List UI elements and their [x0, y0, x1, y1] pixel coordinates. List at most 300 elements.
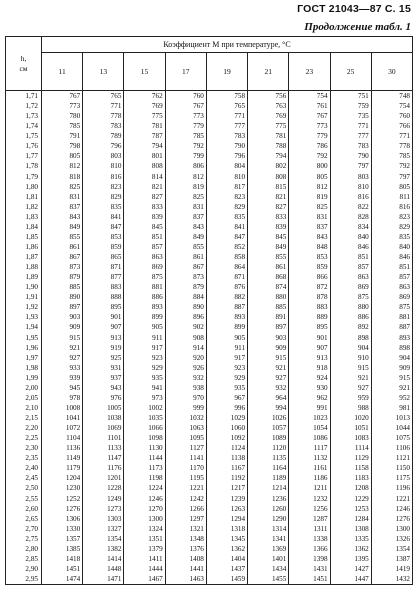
coefficient-cell: 873: [42, 262, 83, 272]
coefficient-cell: 932: [248, 383, 289, 393]
coefficient-cell: 828: [330, 212, 371, 222]
coefficient-cell: 777: [330, 131, 371, 141]
coefficient-cell: 812: [289, 182, 330, 192]
coefficient-cell: 773: [165, 111, 206, 121]
coefficient-cell: 1276: [42, 504, 83, 514]
coefficient-cell: 771: [330, 121, 371, 131]
coefficient-cell: 810: [330, 182, 371, 192]
coefficient-cell: 756: [248, 91, 289, 102]
coefficient-cell: 825: [289, 202, 330, 212]
table-row: [6, 363, 413, 373]
coefficient-cell: 1287: [289, 514, 330, 524]
table-row: [6, 433, 413, 443]
coefficient-cell: 1189: [248, 473, 289, 483]
coefficient-cell: 851: [371, 262, 412, 272]
coefficient-cell: 915: [42, 333, 83, 343]
coefficient-cell: 915: [330, 363, 371, 373]
coefficient-cell: 1398: [289, 554, 330, 564]
coefficient-cell: 1149: [42, 453, 83, 463]
h-value-cell: 1,79: [6, 172, 42, 182]
coefficient-cell: 880: [330, 302, 371, 312]
temperature-column-header: 21: [248, 53, 289, 91]
coefficient-cell: 792: [165, 141, 206, 151]
coefficient-cell: 857: [124, 242, 165, 252]
coefficient-cell: 869: [371, 292, 412, 302]
table-row: [6, 172, 413, 182]
coefficient-cell: 812: [42, 161, 83, 171]
coefficient-cell: 1382: [83, 544, 124, 554]
coefficient-cell: 1132: [289, 453, 330, 463]
coefficient-cell: 888: [83, 292, 124, 302]
coefficient-cell: 921: [371, 383, 412, 393]
coefficient-cell: 872: [289, 282, 330, 292]
coefficient-cell: 1164: [248, 463, 289, 473]
coefficient-cell: 1408: [165, 554, 206, 564]
coefficient-cell: 773: [289, 121, 330, 131]
coefficient-cell: 1104: [42, 433, 83, 443]
coefficient-cell: 803: [330, 172, 371, 182]
coefficient-cell: 790: [330, 151, 371, 161]
coefficient-cell: 962: [289, 393, 330, 403]
coefficient-cell: 920: [165, 353, 206, 363]
coefficient-cell: 941: [124, 383, 165, 393]
coefficient-cell: 889: [289, 312, 330, 322]
coefficient-cell: 845: [124, 222, 165, 232]
coefficient-cell: 904: [330, 343, 371, 353]
coefficient-cell: 806: [165, 161, 206, 171]
coefficient-cell: 1448: [83, 564, 124, 574]
coefficient-cell: 800: [289, 161, 330, 171]
coefficient-cell: 1300: [124, 514, 165, 524]
h-value-cell: 1,82: [6, 202, 42, 212]
coefficient-cell: 1260: [248, 504, 289, 514]
coefficient-cell: 909: [42, 322, 83, 332]
coefficient-cell: 748: [371, 91, 412, 102]
coefficient-cell: 1451: [289, 574, 330, 585]
coefficient-cell: 837: [42, 202, 83, 212]
coefficient-cell: 846: [371, 252, 412, 262]
coefficient-cell: 1173: [124, 463, 165, 473]
coefficient-cell: 1242: [165, 494, 206, 504]
coefficient-cell: 931: [83, 363, 124, 373]
coefficient-cell: 1294: [206, 514, 247, 524]
h-label: h,: [20, 53, 27, 63]
coefficient-cell: 1101: [83, 433, 124, 443]
coefficient-cell: 907: [289, 343, 330, 353]
h-value-cell: 2,10: [6, 403, 42, 413]
coefficient-cell: 1063: [165, 423, 206, 433]
coefficient-cell: 875: [371, 302, 412, 312]
table-row: [6, 212, 413, 222]
coefficient-cell: 754: [371, 101, 412, 111]
coefficient-cell: 1133: [83, 443, 124, 453]
coefficient-cell: 937: [83, 373, 124, 383]
coefficient-cell: 783: [83, 121, 124, 131]
temperature-column-header: 13: [83, 53, 124, 91]
h-value-cell: 1,78: [6, 161, 42, 171]
h-value-cell: 2,25: [6, 433, 42, 443]
coefficient-cell: 1252: [42, 494, 83, 504]
coefficient-cell: 1066: [124, 423, 165, 433]
coefficient-cell: 1311: [289, 524, 330, 534]
coefficient-cell: 864: [206, 262, 247, 272]
coefficient-cell: 1208: [330, 483, 371, 493]
coefficient-cell: 819: [165, 182, 206, 192]
coefficient-cell: 790: [206, 141, 247, 151]
coefficient-cell: 771: [371, 131, 412, 141]
coefficient-cell: 788: [248, 141, 289, 151]
coefficient-cell: 779: [289, 131, 330, 141]
coefficient-cell: 827: [124, 192, 165, 202]
temperature-column-header: 23: [289, 53, 330, 91]
coefficient-cell: 945: [42, 383, 83, 393]
table-row: [6, 514, 413, 524]
coefficient-cell: 823: [83, 182, 124, 192]
coefficient-cell: 802: [248, 161, 289, 171]
coefficient-cell: 841: [83, 212, 124, 222]
coefficient-cell: 881: [124, 282, 165, 292]
coefficient-cell: 1075: [371, 433, 412, 443]
coefficient-cell: 886: [124, 292, 165, 302]
coefficient-cell: 767: [42, 91, 83, 102]
coefficient-cell: 871: [83, 262, 124, 272]
coefficient-cell: 863: [371, 282, 412, 292]
coefficient-cell: 1266: [165, 504, 206, 514]
temperature-column-header: 15: [124, 53, 165, 91]
h-value-cell: 1,80: [6, 182, 42, 192]
coefficient-cell: 735: [330, 111, 371, 121]
coefficient-cell: 861: [165, 252, 206, 262]
coefficient-cell: 1441: [165, 564, 206, 574]
coefficient-cell: 911: [124, 333, 165, 343]
coefficient-cell: 869: [124, 262, 165, 272]
coefficient-cell: 883: [83, 282, 124, 292]
coefficient-cell: 867: [42, 252, 83, 262]
h-value-cell: 1,92: [6, 302, 42, 312]
coefficient-cell: 1419: [371, 564, 412, 574]
coefficient-cell: 810: [83, 161, 124, 171]
coefficient-cell: 1276: [371, 514, 412, 524]
coefficient-cell: 1098: [124, 433, 165, 443]
coefficient-cell: 792: [371, 161, 412, 171]
coefficient-cell: 861: [248, 262, 289, 272]
coefficient-cell: 775: [124, 111, 165, 121]
coefficient-cell: 1297: [165, 514, 206, 524]
table-row: [6, 544, 413, 554]
coefficient-cell: 1054: [289, 423, 330, 433]
coefficient-cell: 874: [248, 282, 289, 292]
coefficient-cell: 1318: [206, 524, 247, 534]
coefficient-cell: 1141: [165, 453, 206, 463]
coefficient-cell: 816: [330, 192, 371, 202]
coefficient-cell: 921: [330, 373, 371, 383]
coefficient-cell: 1376: [165, 544, 206, 554]
coefficient-cell: 827: [248, 202, 289, 212]
coefficient-cell: 1345: [206, 534, 247, 544]
coefficient-cell: 825: [165, 192, 206, 202]
coefficient-cell: 1195: [165, 473, 206, 483]
table-row: [6, 494, 413, 504]
coefficient-cell: 849: [248, 242, 289, 252]
coefficient-cell: 1170: [165, 463, 206, 473]
h-value-cell: 2,90: [6, 564, 42, 574]
coefficient-cell: 1444: [124, 564, 165, 574]
table-row: [6, 182, 413, 192]
table-row: [6, 312, 413, 322]
coefficient-cell: 897: [248, 322, 289, 332]
coefficient-cell: 1387: [371, 554, 412, 564]
coefficient-cell: 1158: [330, 463, 371, 473]
coefficient-cell: 899: [124, 312, 165, 322]
coefficient-cell: 796: [83, 141, 124, 151]
coefficient-cell: 923: [124, 353, 165, 363]
table-row: [6, 403, 413, 413]
coefficient-cell: 811: [371, 192, 412, 202]
table-row: [6, 322, 413, 332]
coefficient-cell: 796: [206, 151, 247, 161]
coefficient-cell: 913: [289, 353, 330, 363]
coefficient-cell: 1026: [248, 413, 289, 423]
coefficient-cell: 921: [42, 343, 83, 353]
coefficient-cell: 840: [330, 232, 371, 242]
coefficient-cell: 1032: [165, 413, 206, 423]
coefficient-cell: 843: [42, 212, 83, 222]
coefficient-cell: 1029: [206, 413, 247, 423]
coefficient-cell: 778: [371, 141, 412, 151]
table-row: [6, 574, 413, 585]
table-row: [6, 262, 413, 272]
coefficient-cell: 785: [165, 131, 206, 141]
coefficient-cell: 1057: [248, 423, 289, 433]
table-row: [6, 151, 413, 161]
coefficient-cell: 780: [42, 111, 83, 121]
coefficient-cell: 952: [371, 393, 412, 403]
table-row: [6, 161, 413, 171]
coefficient-cell: 893: [124, 302, 165, 312]
h-value-cell: 2,50: [6, 483, 42, 493]
coefficient-cell: 1183: [330, 473, 371, 483]
coefficient-cell: 921: [248, 363, 289, 373]
coefficient-cell: 885: [42, 282, 83, 292]
table-row: [6, 272, 413, 282]
coefficient-cell: 1144: [124, 453, 165, 463]
coefficient-cell: 939: [42, 373, 83, 383]
coefficient-cell: 831: [42, 192, 83, 202]
h-value-cell: 1,72: [6, 101, 42, 111]
temperature-column-header: 25: [330, 53, 371, 91]
h-value-cell: 1,89: [6, 272, 42, 282]
coefficient-cell: 1404: [206, 554, 247, 564]
coefficient-cell: 1362: [206, 544, 247, 554]
h-value-cell: 1,75: [6, 131, 42, 141]
coefficient-cell: 781: [248, 131, 289, 141]
coefficient-cell: 1013: [371, 413, 412, 423]
coefficient-cell: 887: [206, 302, 247, 312]
coefficient-cell: 821: [124, 182, 165, 192]
coefficient-cell: 927: [42, 353, 83, 363]
coefficient-cell: 901: [289, 333, 330, 343]
coefficient-cell: 917: [124, 343, 165, 353]
coefficient-cell: 831: [165, 202, 206, 212]
coefficient-cell: 769: [124, 101, 165, 111]
h-value-cell: 2,05: [6, 393, 42, 403]
coefficient-cell: 879: [42, 272, 83, 282]
coefficient-cell: 808: [248, 172, 289, 182]
coefficient-cell: 1005: [83, 403, 124, 413]
coefficient-cell: 868: [248, 272, 289, 282]
h-value-cell: 1,86: [6, 242, 42, 252]
h-value-cell: 1,74: [6, 121, 42, 131]
coefficient-cell: 943: [83, 383, 124, 393]
coefficient-cell: 919: [83, 343, 124, 353]
coefficient-cell: 863: [330, 272, 371, 282]
coefficient-cell: 1369: [248, 544, 289, 554]
coefficient-cell: 853: [83, 232, 124, 242]
coefficient-cell: 1211: [289, 483, 330, 493]
coefficient-cell: 799: [165, 151, 206, 161]
coefficient-cell: 1217: [206, 483, 247, 493]
coefficient-cell: 925: [83, 353, 124, 363]
temperature-group-header: Коэффициент M при температуре, °C: [42, 37, 413, 53]
coefficient-cell: 837: [165, 212, 206, 222]
table-row: [6, 393, 413, 403]
h-value-cell: 1,73: [6, 111, 42, 121]
temperature-column-header: 11: [42, 53, 83, 91]
h-value-cell: 2,95: [6, 574, 42, 585]
table-row: [6, 413, 413, 423]
coefficient-cell: 890: [42, 292, 83, 302]
coefficient-cell: 978: [42, 393, 83, 403]
coefficient-cell: 1314: [248, 524, 289, 534]
coefficient-cell: 1092: [206, 433, 247, 443]
coefficient-cell: 1214: [248, 483, 289, 493]
coefficient-cell: 1136: [42, 443, 83, 453]
coefficient-cell: 779: [165, 121, 206, 131]
coefficient-cell: 938: [165, 383, 206, 393]
coefficient-cell: 763: [248, 101, 289, 111]
coefficient-cell: 853: [289, 252, 330, 262]
coefficient-cell: 865: [83, 252, 124, 262]
h-value-cell: 2,60: [6, 504, 42, 514]
coefficient-cell: 1130: [124, 443, 165, 453]
h-value-cell: 1,99: [6, 373, 42, 383]
coefficient-cell: 759: [330, 101, 371, 111]
coefficient-cell: 857: [371, 272, 412, 282]
coefficient-cell: 804: [206, 161, 247, 171]
coefficient-cell: 1459: [206, 574, 247, 585]
coefficient-cell: 905: [206, 333, 247, 343]
coefficient-cell: 882: [206, 292, 247, 302]
coefficient-cell: 810: [206, 172, 247, 182]
table-row: [6, 343, 413, 353]
coefficient-cell: 1284: [330, 514, 371, 524]
coefficient-cell: 1023: [289, 413, 330, 423]
coefficient-cell: 1161: [289, 463, 330, 473]
coefficient-cell: 933: [42, 363, 83, 373]
coefficient-cell: 1379: [124, 544, 165, 554]
coefficient-cell: 1290: [248, 514, 289, 524]
coefficient-cell: 819: [289, 192, 330, 202]
table-row: [6, 302, 413, 312]
coefficient-cell: 847: [83, 222, 124, 232]
coefficient-cell: 1124: [206, 443, 247, 453]
temperature-column-header: 17: [165, 53, 206, 91]
coefficient-cell: 817: [206, 182, 247, 192]
coefficient-cell: 973: [124, 393, 165, 403]
coefficient-cell: 798: [42, 141, 83, 151]
coefficient-cell: 927: [248, 373, 289, 383]
coefficient-cell: 1341: [248, 534, 289, 544]
coefficient-cell: 851: [330, 252, 371, 262]
coefficient-cell: 902: [165, 322, 206, 332]
coefficient-cell: 1138: [206, 453, 247, 463]
coefficient-cell: 1086: [289, 433, 330, 443]
coefficient-cell: 926: [165, 363, 206, 373]
h-value-cell: 1,83: [6, 212, 42, 222]
coefficient-cell: 878: [289, 292, 330, 302]
coefficient-cell: 1306: [42, 514, 83, 524]
table-row: [6, 242, 413, 252]
coefficient-cell: 1338: [289, 534, 330, 544]
coefficient-cell: 923: [206, 363, 247, 373]
coefficient-cell: 1362: [330, 544, 371, 554]
coefficient-cell: 880: [248, 292, 289, 302]
coefficient-cell: 1246: [124, 494, 165, 504]
coefficient-cell: 898: [371, 343, 412, 353]
coefficient-cell: 835: [83, 202, 124, 212]
coefficient-cell: 843: [165, 222, 206, 232]
coefficient-cell: 999: [165, 403, 206, 413]
coefficient-cell: 818: [42, 172, 83, 182]
coefficient-cell: 760: [165, 91, 206, 102]
coefficient-cell: 833: [124, 202, 165, 212]
coefficient-cell: 1246: [371, 504, 412, 514]
coefficient-cell: 761: [289, 101, 330, 111]
coefficient-cell: 831: [289, 212, 330, 222]
coefficient-cell: 976: [83, 393, 124, 403]
coefficient-cell: 1324: [124, 524, 165, 534]
coefficient-cell: 1434: [248, 564, 289, 574]
h-value-cell: 2,75: [6, 534, 42, 544]
coefficient-cell: 1335: [330, 534, 371, 544]
standard-header: ГОСТ 21043—87 С. 15: [297, 3, 411, 15]
coefficient-cell: 1147: [83, 453, 124, 463]
coefficient-cell: 897: [42, 302, 83, 312]
h-value-cell: 2,40: [6, 463, 42, 473]
coefficient-cell: 970: [165, 393, 206, 403]
coefficient-cell: 837: [289, 222, 330, 232]
coefficient-cell: 839: [248, 222, 289, 232]
table-row: [6, 564, 413, 574]
coefficient-cell: 875: [124, 272, 165, 282]
table-row: [6, 353, 413, 363]
h-value-cell: 1,93: [6, 312, 42, 322]
coefficient-cell: 855: [42, 232, 83, 242]
coefficient-cell: 881: [371, 312, 412, 322]
coefficient-cell: 845: [248, 232, 289, 242]
coefficient-cell: 791: [42, 131, 83, 141]
coefficient-cell: 1395: [330, 554, 371, 564]
coefficient-cell: 903: [248, 333, 289, 343]
coefficient-cell: 1229: [330, 494, 371, 504]
coefficient-cell: 927: [330, 383, 371, 393]
coefficient-cell: 783: [206, 131, 247, 141]
coefficient-cell: 816: [371, 202, 412, 212]
coefficient-cell: 915: [371, 373, 412, 383]
coefficient-cell: 1351: [124, 534, 165, 544]
coefficient-cell: 935: [124, 373, 165, 383]
coefficient-cell: 829: [206, 202, 247, 212]
